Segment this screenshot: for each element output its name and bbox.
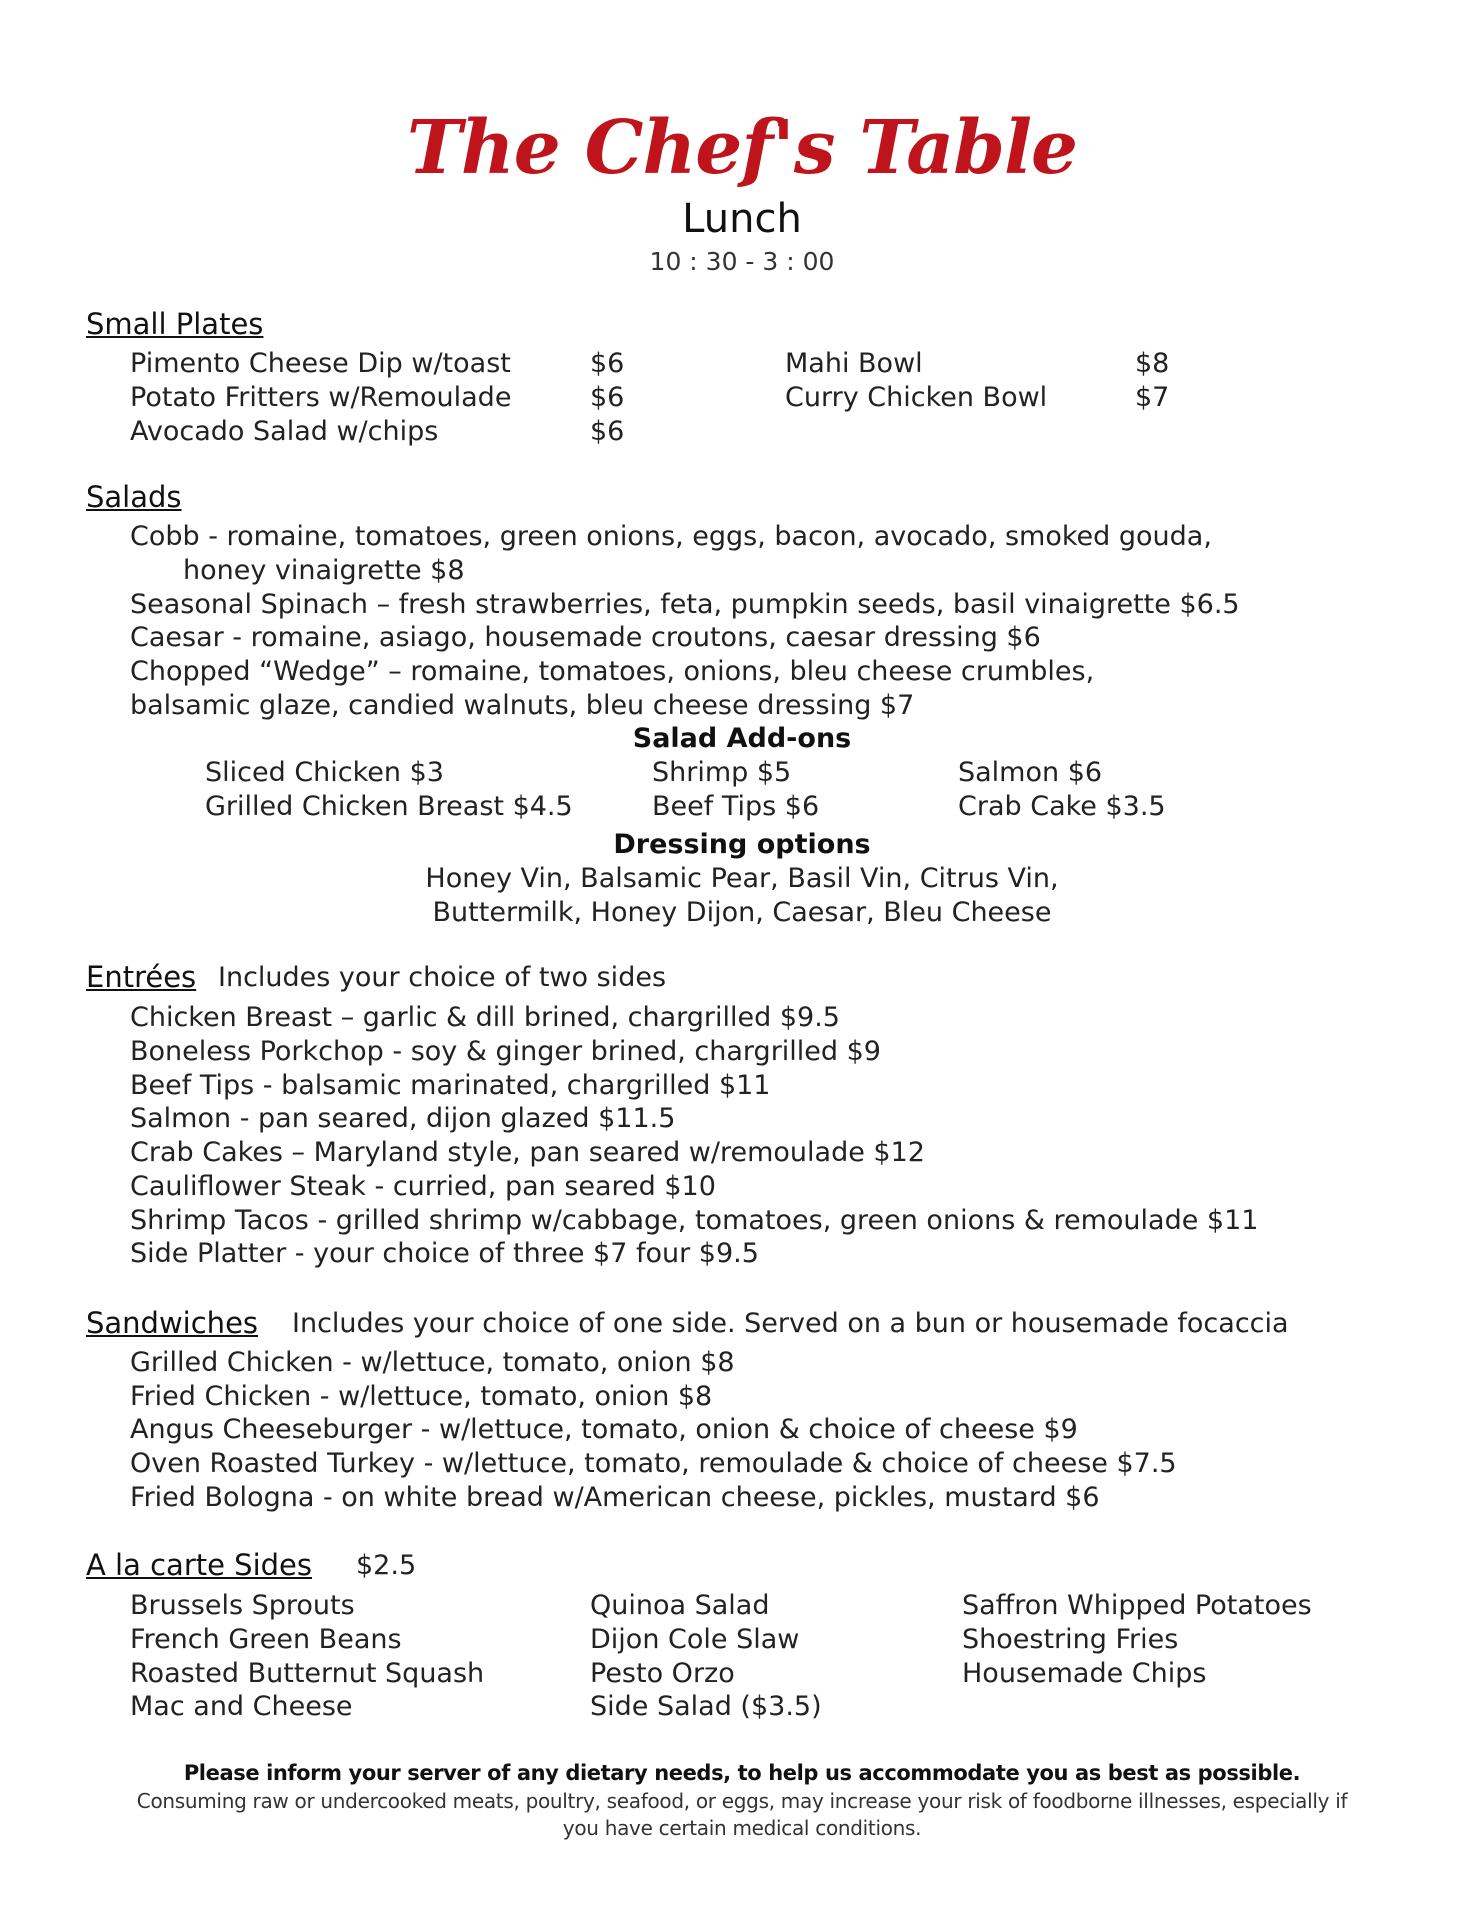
menu-hours: 10 : 30 - 3 : 00 <box>649 247 835 276</box>
side-item: Brussels Sprouts <box>130 1590 355 1621</box>
side-item: Quinoa Salad <box>590 1590 770 1621</box>
salad-item: balsamic glaze, candied walnuts, bleu cheese dressing $7 <box>130 690 915 721</box>
dressing-options-line: Buttermilk, Honey Dijon, Caesar, Bleu Cheese <box>432 897 1052 928</box>
salad-item: Caesar - romaine, asiago, housemade croutons, caesar dressing $6 <box>130 622 1041 653</box>
addon-item: Crab Cake $3.5 <box>958 791 1166 822</box>
side-item: Pesto Orzo <box>590 1658 735 1689</box>
addon-item: Grilled Chicken Breast $4.5 <box>205 791 573 822</box>
menu-item-name: Mahi Bowl <box>785 348 923 379</box>
side-item: Roasted Butternut Squash <box>130 1658 485 1689</box>
menu-subtitle: Lunch <box>682 196 802 242</box>
addon-item: Beef Tips $6 <box>652 791 820 822</box>
entree-item: Crab Cakes – Maryland style, pan seared w/remoulade $12 <box>130 1137 925 1168</box>
side-item: Housemade Chips <box>962 1658 1207 1689</box>
salad-item: honey vinaigrette $8 <box>183 555 465 586</box>
dressing-options-line: Honey Vin, Balsamic Pear, Basil Vin, Citrus Vin, <box>425 863 1059 894</box>
sides-price: $2.5 <box>356 1550 417 1581</box>
sides-heading: A la carte Sides <box>86 1548 312 1582</box>
entrees-note: Includes your choice of two sides <box>218 962 667 993</box>
entree-item: Boneless Porkchop - soy & ginger brined, chargrilled $9 <box>130 1036 881 1067</box>
menu-item-price: $6 <box>590 348 625 379</box>
side-item: Shoestring Fries <box>962 1624 1179 1655</box>
entree-item: Chicken Breast – garlic & dill brined, chargrilled $9.5 <box>130 1002 840 1033</box>
entree-item: Beef Tips - balsamic marinated, chargrilled $11 <box>130 1070 771 1101</box>
menu-item-price: $8 <box>1135 348 1170 379</box>
menu-item-price: $7 <box>1135 382 1170 413</box>
side-item: French Green Beans <box>130 1624 402 1655</box>
menu-item-price: $6 <box>590 416 625 447</box>
sandwich-item: Angus Cheeseburger - w/lettuce, tomato, onion & choice of cheese $9 <box>130 1414 1078 1445</box>
addon-item: Shrimp $5 <box>652 757 792 788</box>
side-item: Side Salad ($3.5) <box>590 1691 822 1722</box>
entree-item: Shrimp Tacos - grilled shrimp w/cabbage, tomatoes, green onions & remoulade $11 <box>130 1205 1259 1236</box>
dietary-notice: Please inform your server of any dietary needs, to help us accommodate you as best as possible. <box>183 1761 1301 1785</box>
addon-item: Salmon $6 <box>958 757 1103 788</box>
addon-item: Sliced Chicken $3 <box>205 757 444 788</box>
salad-item: Seasonal Spinach – fresh strawberries, feta, pumpkin seeds, basil vinaigrette $6.5 <box>130 589 1240 620</box>
dressing-options-heading: Dressing options <box>613 829 871 860</box>
food-safety-warning: you have certain medical conditions. <box>562 1816 922 1840</box>
sandwich-item: Fried Bologna - on white bread w/American cheese, pickles, mustard $6 <box>130 1482 1100 1513</box>
side-item: Dijon Cole Slaw <box>590 1624 800 1655</box>
entree-item: Salmon - pan seared, dijon glazed $11.5 <box>130 1103 676 1134</box>
menu-item-name: Avocado Salad w/chips <box>130 416 439 447</box>
menu-item-name: Curry Chicken Bowl <box>785 382 1048 413</box>
food-safety-warning: Consuming raw or undercooked meats, poultry, seafood, or eggs, may increase your risk of foodborne illnesses, especially if <box>136 1789 1348 1813</box>
menu-item-name: Potato Fritters w/Remoulade <box>130 382 512 413</box>
sandwich-item: Oven Roasted Turkey - w/lettuce, tomato, remoulade & choice of cheese $7.5 <box>130 1448 1177 1479</box>
side-item: Mac and Cheese <box>130 1691 353 1722</box>
entrees-heading: Entrées <box>86 960 197 994</box>
salad-item: Chopped “Wedge” – romaine, tomatoes, onions, bleu cheese crumbles, <box>130 656 1095 687</box>
salads-heading: Salads <box>86 480 182 514</box>
menu-item-name: Pimento Cheese Dip w/toast <box>130 348 511 379</box>
entree-item: Side Platter - your choice of three $7 four $9.5 <box>130 1238 759 1269</box>
restaurant-title: The Chef's Table <box>406 105 1078 191</box>
salad-addons-heading: Salad Add-ons <box>632 723 852 754</box>
sandwich-item: Grilled Chicken - w/lettuce, tomato, onion $8 <box>130 1347 735 1378</box>
sandwich-item: Fried Chicken - w/lettuce, tomato, onion $8 <box>130 1381 713 1412</box>
sandwiches-note: Includes your choice of one side. Served on a bun or housemade focaccia <box>292 1308 1289 1339</box>
side-item: Saffron Whipped Potatoes <box>962 1590 1312 1621</box>
salad-item: Cobb - romaine, tomatoes, green onions, eggs, bacon, avocado, smoked gouda, <box>130 521 1212 552</box>
entree-item: Cauliflower Steak - curried, pan seared $10 <box>130 1171 716 1202</box>
small-plates-heading: Small Plates <box>86 307 264 341</box>
menu-item-price: $6 <box>590 382 625 413</box>
sandwiches-heading: Sandwiches <box>86 1306 259 1340</box>
